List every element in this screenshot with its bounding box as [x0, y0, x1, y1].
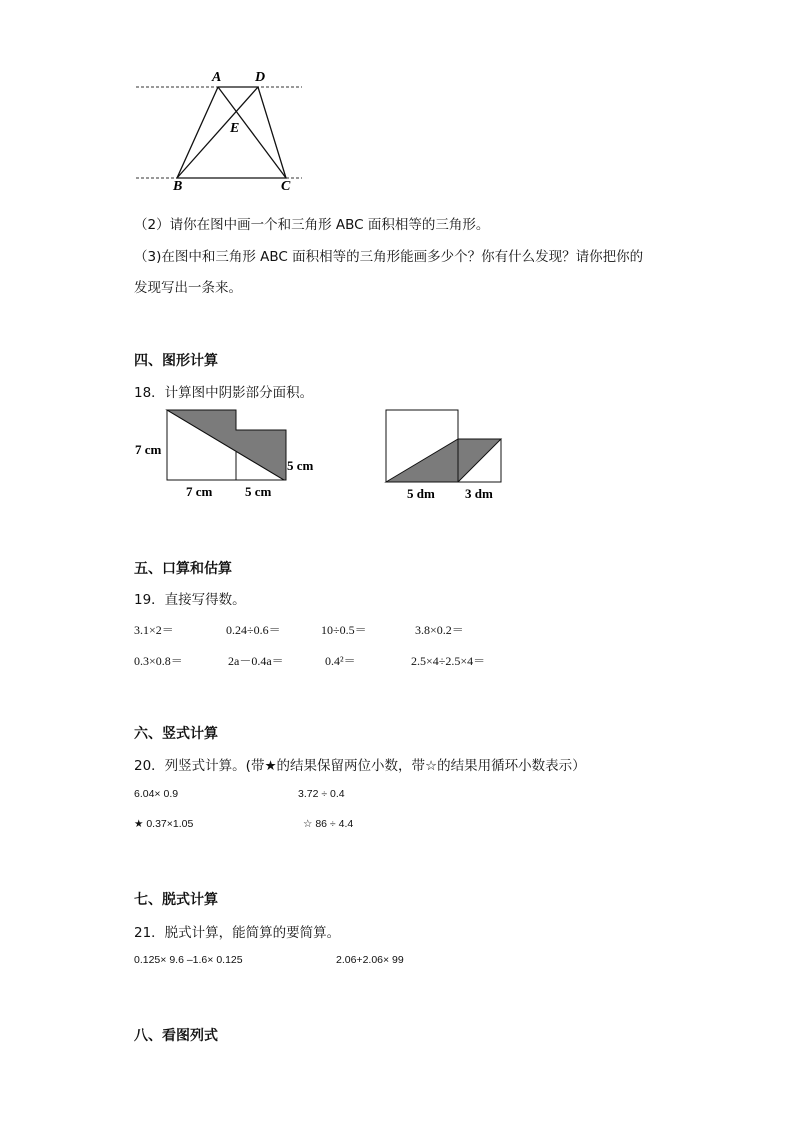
vertical-item: 3.72 ÷ 0.4	[298, 788, 345, 800]
oral-item: 3.1×2＝	[134, 623, 174, 637]
q17-part3-line1: （3)在图中和三角形 ABC 面积相等的三角形能画多少个？你有什么发现？请你把你的	[134, 249, 644, 265]
q17-part3-line2: 发现写出一条来。	[134, 280, 242, 296]
label-e: E	[230, 121, 240, 136]
oral-item: 3.8×0.2＝	[415, 623, 464, 637]
section5-heading: 五、口算和估算	[134, 561, 232, 577]
q19-prompt: 19．直接写得数。	[134, 592, 246, 608]
fig1-bottom1-label: 7 cm	[186, 484, 213, 499]
section7-heading: 七、脱式计算	[134, 892, 218, 908]
section6-heading: 六、竖式计算	[134, 726, 218, 742]
q21-prompt: 21．脱式计算，能简算的要简算。	[134, 925, 341, 941]
label-a: A	[212, 70, 222, 85]
q17-part2: （2）请你在图中画一个和三角形 ABC 面积相等的三角形。	[134, 217, 490, 233]
trapezoid-figure	[130, 62, 310, 197]
shaded-figure-2	[380, 404, 510, 504]
label-c: C	[281, 179, 291, 194]
q18-prompt: 18．计算图中阴影部分面积。	[134, 385, 314, 401]
vertical-item: ☆ 86 ÷ 4.4	[303, 818, 354, 830]
vertical-item: ★ 0.37×1.05	[134, 818, 194, 830]
fig1-left-label: 7 cm	[135, 442, 162, 457]
oral-item: 0.4²＝	[325, 654, 356, 668]
oral-item: 2a－0.4a＝	[228, 654, 284, 668]
section8-heading: 八、看图列式	[134, 1028, 218, 1044]
stepwise-item: 2.06+2.06× 99	[336, 954, 404, 966]
oral-item: 10÷0.5＝	[321, 623, 367, 637]
q20-prompt: 20．列竖式计算。(带★的结果保留两位小数，带☆的结果用循环小数表示）	[134, 758, 586, 774]
fig1-bottom2-label: 5 cm	[245, 484, 272, 499]
label-d: D	[255, 70, 266, 85]
fig1-right-label: 5 cm	[287, 458, 314, 473]
section4-heading: 四、图形计算	[134, 353, 218, 369]
oral-item: 2.5×4÷2.5×4＝	[411, 654, 486, 668]
stepwise-item: 0.125× 9.6 –1.6× 0.125	[134, 954, 243, 966]
fig2-bottom1-label: 5 dm	[407, 486, 435, 501]
oral-item: 0.3×0.8＝	[134, 654, 183, 668]
shaded-figure-1	[130, 404, 330, 504]
vertical-item: 6.04× 0.9	[134, 788, 179, 800]
oral-item: 0.24÷0.6＝	[226, 623, 281, 637]
label-b: B	[173, 179, 183, 194]
fig2-bottom2-label: 3 dm	[465, 486, 493, 501]
